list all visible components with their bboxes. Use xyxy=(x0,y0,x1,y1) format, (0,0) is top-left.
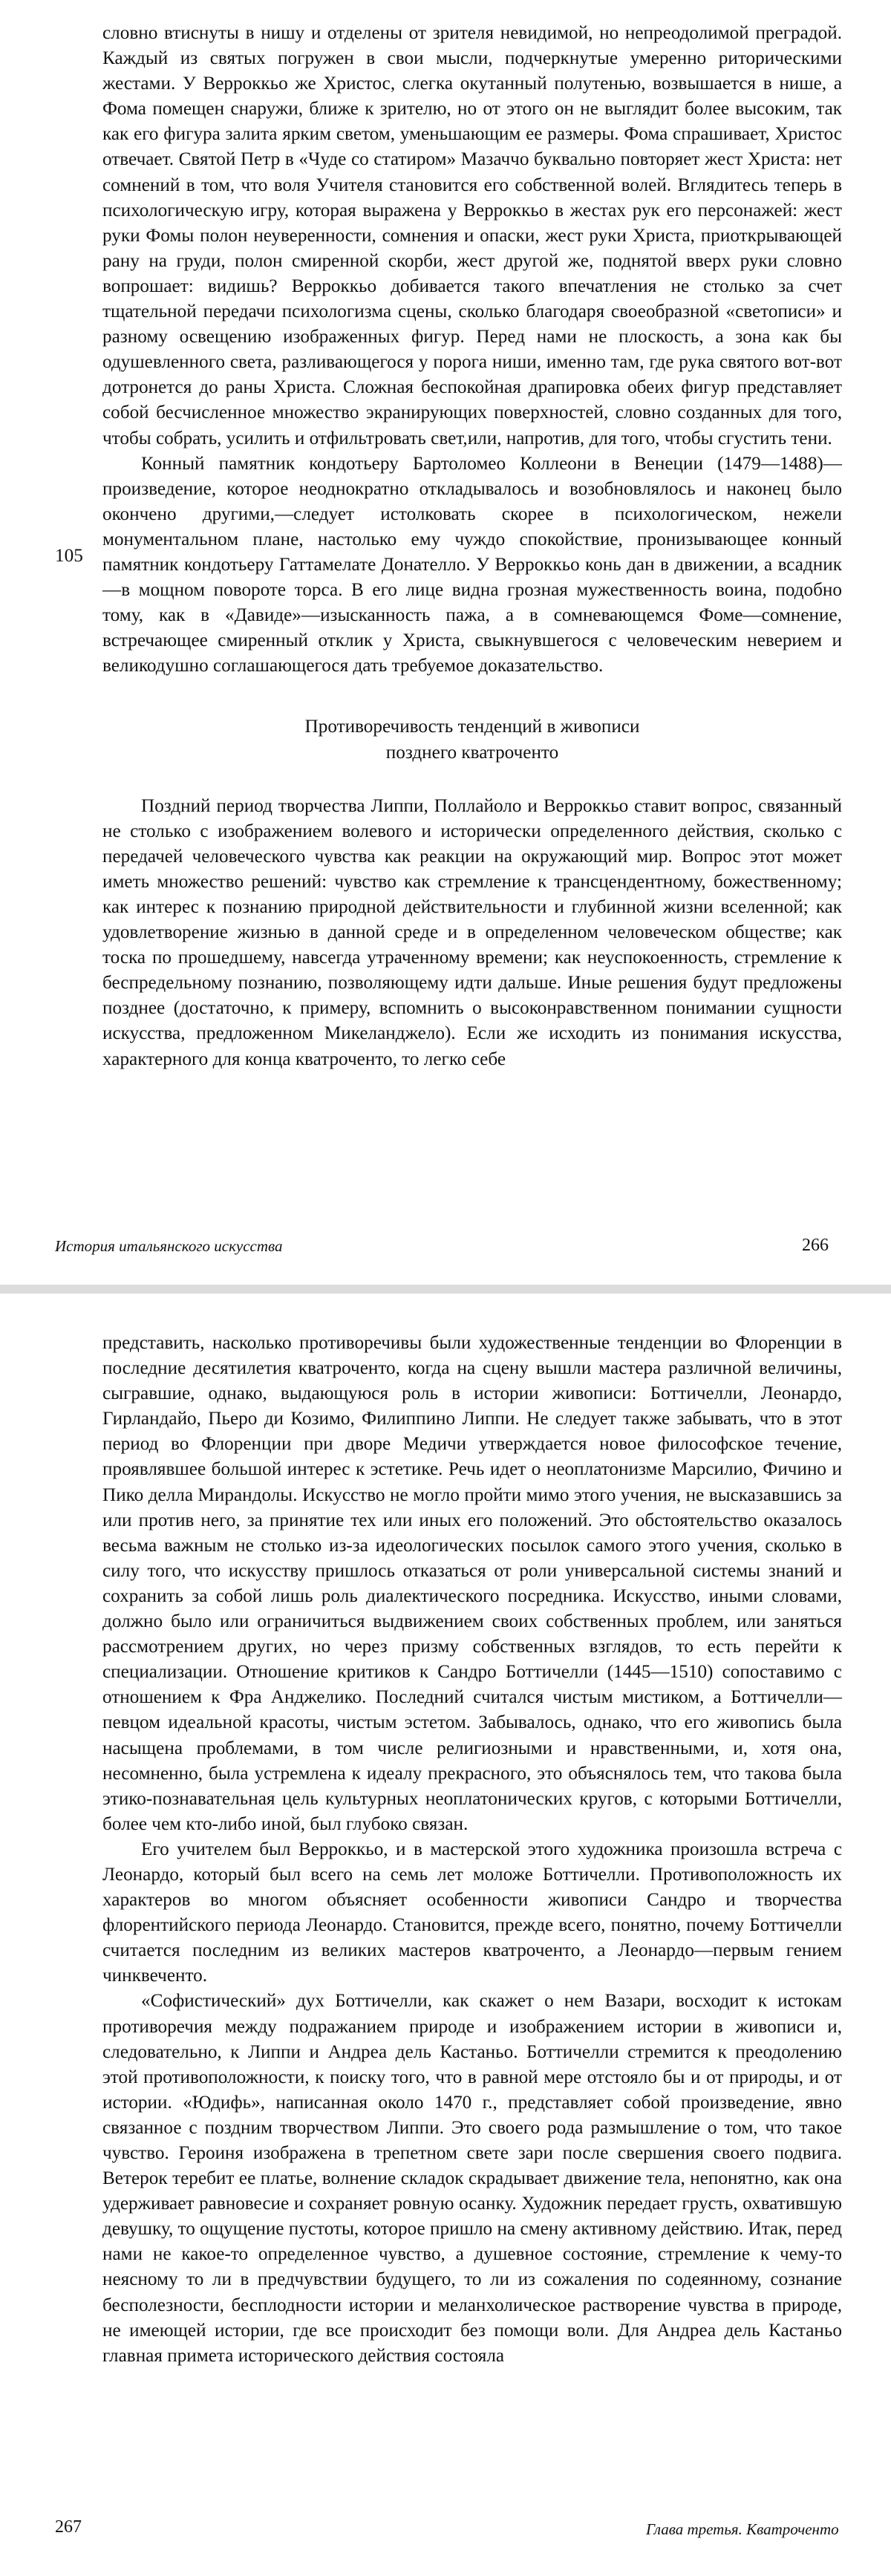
page-divider xyxy=(0,1285,891,1294)
section-heading-line: Противоречивость тенденций в живописи xyxy=(304,717,640,737)
page-266-text xyxy=(102,21,842,1072)
running-footer-title: Глава третья. Кватроченто xyxy=(646,2520,839,2538)
paragraph: Его учителем был Верроккьо, и в мастерской этого художника произошла встреча с Леонардо, который был всего на семь лет моложе Боттичелли. Противоположность их характеров во многом объясняет особенности живописи Сандро и творчества флорентийского периода Леонардо. Становится, прежде всего, понятно, почему Боттичелли считается последним из великих мастеров кватроченто, а Леонардо—первым гением чинквеченто. xyxy=(102,1839,842,1986)
page-number: 266 xyxy=(802,1236,829,1255)
page-number: 267 xyxy=(55,2517,82,2537)
paragraph: Конный памятник кондотьеру Бартоломео Коллеони в Венеции (1479—1488)—произведение, которое неоднократно откладывалось и возобновлялось и наконец было окончено другими,—следует истолковать скорее в психологическом, нежели монументальном плане, настолько ему чуждо спокойствие, пронизывающее конный памятник кондотьеру Гаттамелате Донателло. У Верроккьо конь дан в движении, а всадник—в мощном повороте торса. В его лице видна грозная мужественность воина, подобно тому, как в «Давиде»—изысканность пажа, а в сомневающемся Фоме—сомнение, встречающее смиренный отклик у Христа, свыкнувшегося с человеческим неверием и великодушно соглашающегося дать требуемое доказательство. xyxy=(102,453,842,676)
paragraph: «Софистический» дух Боттичелли, как скажет о нем Вазари, восходит к истокам противоречия между подражанием природе и изображением истории в живописи и, следовательно, к Липпи и Андреа дель Кастаньо. Боттичелли стремится к преодолению этой противоположности, к поиску того, что в равной мере отстояло бы и от природы, и от истории. «Юдифь», написанная около 1470 г., представляет собой произведение, явно связанное с поздним творчеством Липпи. Это своего рода размышление о том, что такое чувство. Героиня изображена в трепетном свете зари после свершения своего подвига. Ветерок теребит ее платье, волнение складок скрадывает движение тела, непонятно, как она удерживает равновесие и сохраняет ровную осанку. Художник передает грусть, охватившую девушку, то ощущение пустоты, которое пришло на смену активному действию. Итак, перед нами не какое-то определенное чувство, а душевное состояние, стремление к чему-то неясному то ли в предчувствии будущего, то ли из сожаления по содеянному, сознание бесполезности, бесплодности истории и меланхолическое растворение чувства в природе, не имеющей истории, где все происходит без помощи воли. Для Андреа дель Кастаньо главная примета исторического действия состояла xyxy=(102,1991,842,2366)
section-heading xyxy=(102,714,842,765)
margin-figure-number: 105 xyxy=(55,546,83,566)
running-footer-title: История итальянского искусства xyxy=(55,1237,283,1255)
page-267-text xyxy=(102,1331,842,2369)
paragraph: Поздний период творчества Липпи, Поллайоло и Верроккьо ставит вопрос, связанный не столько с изображением волевого и исторически определенного действия, сколько с передачей человеческого чувства как реакции на окружающий мир. Вопрос этот может иметь множество решений: чувство как стремление к трансцендентному, божественному; как интерес к познанию природной действительности и глубинной жизни вселенной; как удовлетворение жизнью в данной среде и в определенном человеческом обществе; как тоска по прошедшему, навсегда утраченному времени; как неуспокоенность, стремление к беспредельному познанию, позволяющему идти дальше. Иные решения будут предложены позднее (достаточно, к примеру, вспомнить о высоконравственном понимании сущности искусства, предложенном Микеланджело). Если же исходить из понимания искусства, характерного для конца кватроченто, то легко себе xyxy=(102,795,842,1069)
page-267 xyxy=(0,1294,891,2576)
section-heading-line: позднего кватроченто xyxy=(385,742,559,763)
paragraph: представить, насколько противоречивы были художественные тенденции во Флоренции в последние десятилетия кватроченто, когда на сцену вышли мастера различной величины, сыгравшие, однако, выдающуюся роль в истории живописи: Боттичелли, Леонардо, Гирландайо, Пьеро ди Козимо, Филиппино Липпи. Не следует также забывать, что в этот период во Флоренции при дворе Медичи утверждается новое философское течение, проявлявшее большой интерес к эстетике. Речь идет о неоплатонизме Марсилио, Фичино и Пико делла Мирандолы. Искусство не могло пройти мимо этого учения, не высказавшись за или против него, за принятие тех или иных его положений. Это обстоятельство оказалось весьма важным не столько из-за идеологических посылок самого этого учения, сколько в силу того, что искусству пришлось отказаться от роли универсальной системы знаний и сохранить за собой лишь роль диалектического посредника. Искусство, иными словами, должно было или ограничиться выдвижением своих собственных проблем, или заняться рассмотрением других, но через призму собственных взглядов, то есть перейти к специализации. Отношение критиков к Сандро Боттичелли (1445—1510) сопоставимо с отношением к Фра Анджелико. Последний считался чистым мистиком, а Боттичелли—певцом идеальной красоты, чистым эстетом. Забывалось, однако, что его живопись была насыщена проблемами, в том числе религиозными и нравственными, и, хотя она, несомненно, была устремлена к идеалу прекрасного, это объяснялось тем, что такова была этико-познавательная цель культурных неоплатонических кругов, с которыми Боттичелли, более чем кто-либо иной, был глубоко связан. xyxy=(102,1333,842,1834)
paragraph: словно втиснуты в нишу и отделены от зрителя невидимой, но непреодолимой преградой. Каждый из святых погружен в свои мысли, подчеркнутые умеренно риторическими жестами. У Верроккьо же Христос, слегка окутанный полутенью, возвышается в нише, а Фома помещен снаружи, ближе к зрителю, но от этого он не выглядит более высоким, так как его фигура залита ярким светом, уменьшающим ее размеры. Фома спрашивает, Христос отвечает. Святой Петр в «Чуде со статиром» Мазаччо буквально повторяет жест Христа: нет сомнений в том, что воля Учителя становится его собственной волей. Вглядитесь теперь в психологическую игру, которая выражена у Верроккьо в жестах рук его персонажей: жест руки Фомы полон неуверенности, сомнения и опаски, жест руки Христа, приоткрывающей рану на груди, полон смиренной скорби, жест другой же, поднятой вверх руки словно вопрошает: видишь? Верроккьо добивается такого впечатления не столько за счет тщательной передачи психологизма сцены, сколько благодаря своеобразной «светописи» и разному освещению изображенных фигур. Перед нами не плоскость, а зона как бы одушевленного света, разливающегося у порога ниши, именно там, где рука святого вот-вот дотронется до раны Христа. Сложная беспокойная драпировка обеих фигур представляет собой бесчисленное множество экранирующих поверхностей, словно созданных для того, чтобы собрать, усилить и отфильтровать свет,или, напротив, для того, чтобы сгустить тени. xyxy=(102,23,842,449)
page-266 xyxy=(0,0,891,1285)
